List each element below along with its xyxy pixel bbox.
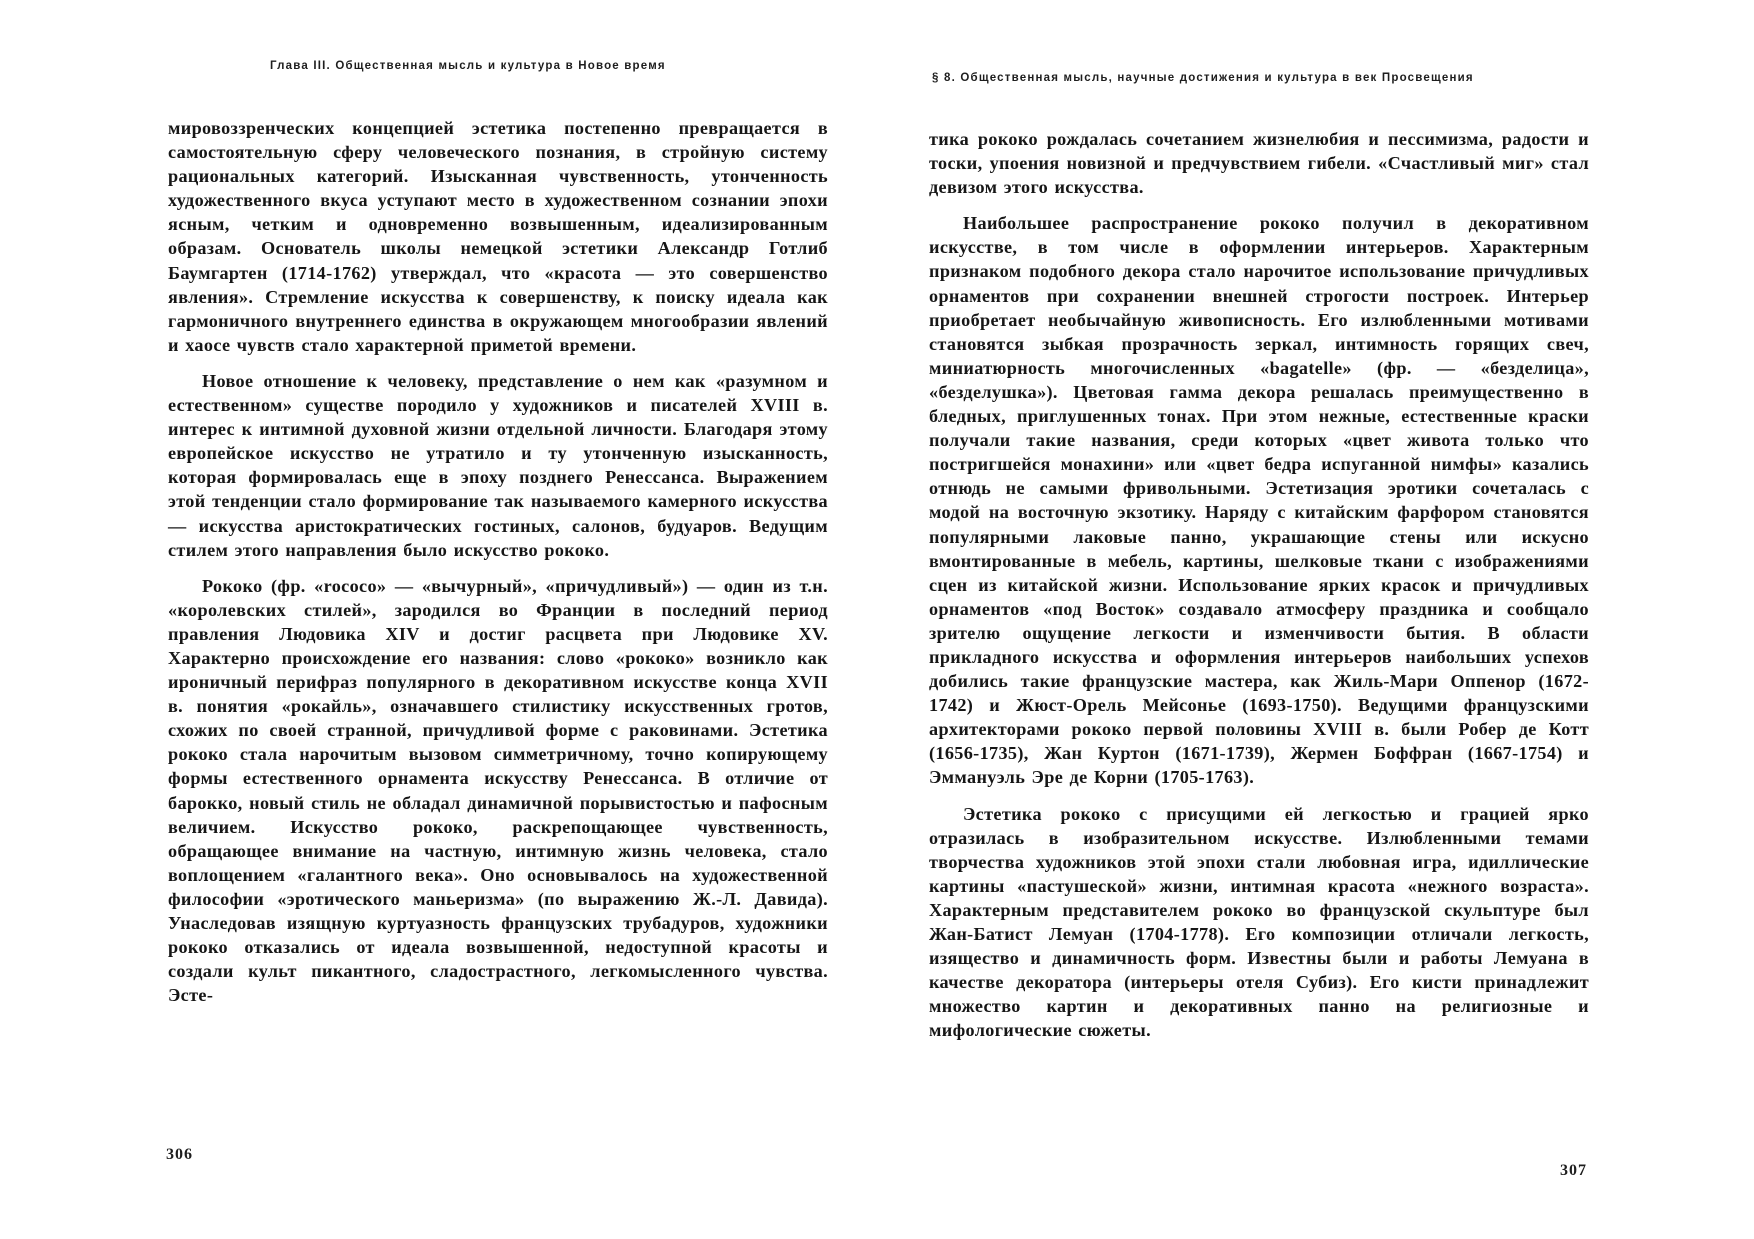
paragraph: Новое отношение к человеку, представление о нем как «разумном и естественном» существе породило у художников и писателей XVIII в. интерес к интимной духовной жизни отдельной личности. Благодаря этому европейское искусство не утратило и ту утонченную изысканность, которая формировалась еще в эпоху позднего Ренессанса. Выражением этой тенденции стало формирование так называемого камерного искусства — искусства аристократических гостиных, салонов, будуаров. Ведущим стилем этого направления было искусство рококо. — [168, 370, 828, 560]
page-number: 307 — [1560, 1162, 1587, 1179]
paragraph: Эстетика рококо с присущими ей легкостью и грацией ярко отразилась в изобразительном искусстве. Излюбленными темами творчества художников этой эпохи стали любовная игра, идиллические картины «пастушеской» жизни, интимная красота «нежного возраста». Характерным представителем рококо во французской скульптуре был Жан-Батист Лемуан (1704-1778). Его композиции отличали легкость, изящество и динамичность форм. Известны были и работы Лемуана в качестве декоратора (интерьеры отеля Субиз). Его кисти принадлежит множество картин и декоративных панно на религиозные и мифологические сюжеты. — [929, 803, 1589, 1041]
running-head: Глава III. Общественная мысль и культура в Новое время — [270, 60, 666, 72]
paragraph: тика рококо рождалась сочетанием жизнелюбия и пессимизма, радости и тоски, упоения новизной и предчувствием гибели. «Счастливый миг» стал девизом этого искусства. — [929, 129, 1589, 198]
body-text — [168, 116, 828, 1019]
paragraph: Рококо (фр. «rococo» — «вычурный», «причудливый») — один из т.н. «королевских стилей», зародился во Франции в последний период правления Людовика XIV и достиг расцвета при Людовике XV. Характерно происхождение его названия: слово «рококо» возникло как ироничный перифраз популярного в декоративном искусстве конца XVII в. понятия «рокайль», означавшего стилистику искусственных гротов, схожих по своей странной, причудливой форме с раковинами. Эстетика рококо стала нарочитым вызовом симметричному, точно копирующему формы естественного орнамента искусству Ренессанса. В отличие от барокко, новый стиль не обладал динамичной порывистостью и пафосным величием. Искусство рококо, раскрепощающее чувственность, обращающее внимание на частную, интимную жизнь человека, стало воплощением «галантного века». Оно основывалось на художественной философии «эротического маньеризма» (по выражению Ж.-Л. Давида). Унаследовав изящную куртуазность французских трубадуров, художники рококо отказались от идеала возвышенной, недоступной красоты и создали культ пикантного, сладострастного, легкомысленного чувства. Эсте- — [168, 575, 828, 1006]
paragraph: Наибольшее распространение рококо получил в декоративном искусстве, в том числе в оформлении интерьеров. Характерным признаком подобного декора стало нарочитое использование причудливых орнаментов при сохранении внешней строгости построек. Интерьер приобретает необычайную живописность. Его излюбленными мотивами становятся зыбкая прозрачность зеркал, интимность горящих свеч, миниатюрность многочисленных «bagatelle» (фр. — «безделица», «безделушка»). Цветовая гамма декора решалась преимущественно в бледных, приглушенных тонах. При этом нежные, естественные краски получали такие названия, среди которых «цвет живота только что постригшейся монахини» или «цвет бедра испуганной нимфы» казались отнюдь не самыми фривольными. Эстетизация эротики сочеталась с модой на восточную экзотику. Наряду с китайским фарфором становятся популярными лаковые панно, украшающие стены или искусно вмонтированные в мебель, картины, шелковые ткани с изображениями сцен из китайской жизни. Использование ярких красок и причудливых орнаментов «под Восток» создавало атмосферу праздника и сообщало зрителю ощущение легкости и изменчивости бытия. В области прикладного искусства и оформления интерьеров наибольших успехов добились такие французские мастера, как Жиль-Мари Оппенор (1672-1742) и Жюст-Орель Мейсонье (1693-1750). Ведущими французскими архитекторами рококо первой половины XVIII в. были Робер де Котт (1656-1735), Жан Куртон (1671-1739), Жермен Боффран (1667-1754) и Эммануэль Эре де Корни (1705-1763). — [929, 213, 1589, 788]
body-text — [929, 127, 1589, 1054]
paragraph: мировоззренческих концепцией эстетика постепенно превращается в самостоятельную сферу человеческого познания, в стройную систему рациональных категорий. Изысканная чувственность, утонченность художественного вкуса уступают место в художественном сознании эпохи ясным, четким и одновременно возвышенным, идеализированным образам. Основатель школы немецкой эстетики Александр Готлиб Баумгартен (1714-1762) утверждал, что «красота — это совершенство явления». Стремление искусства к совершенству, к поиску идеала как гармоничного внутреннего единства в окружающем многообразии явлений и хаосе чувств стало характерной приметой времени. — [168, 118, 828, 355]
right-page — [877, 0, 1754, 1239]
running-head: § 8. Общественная мысль, научные достижения и культура в век Просвещения — [932, 72, 1474, 84]
page-number: 306 — [166, 1146, 193, 1163]
